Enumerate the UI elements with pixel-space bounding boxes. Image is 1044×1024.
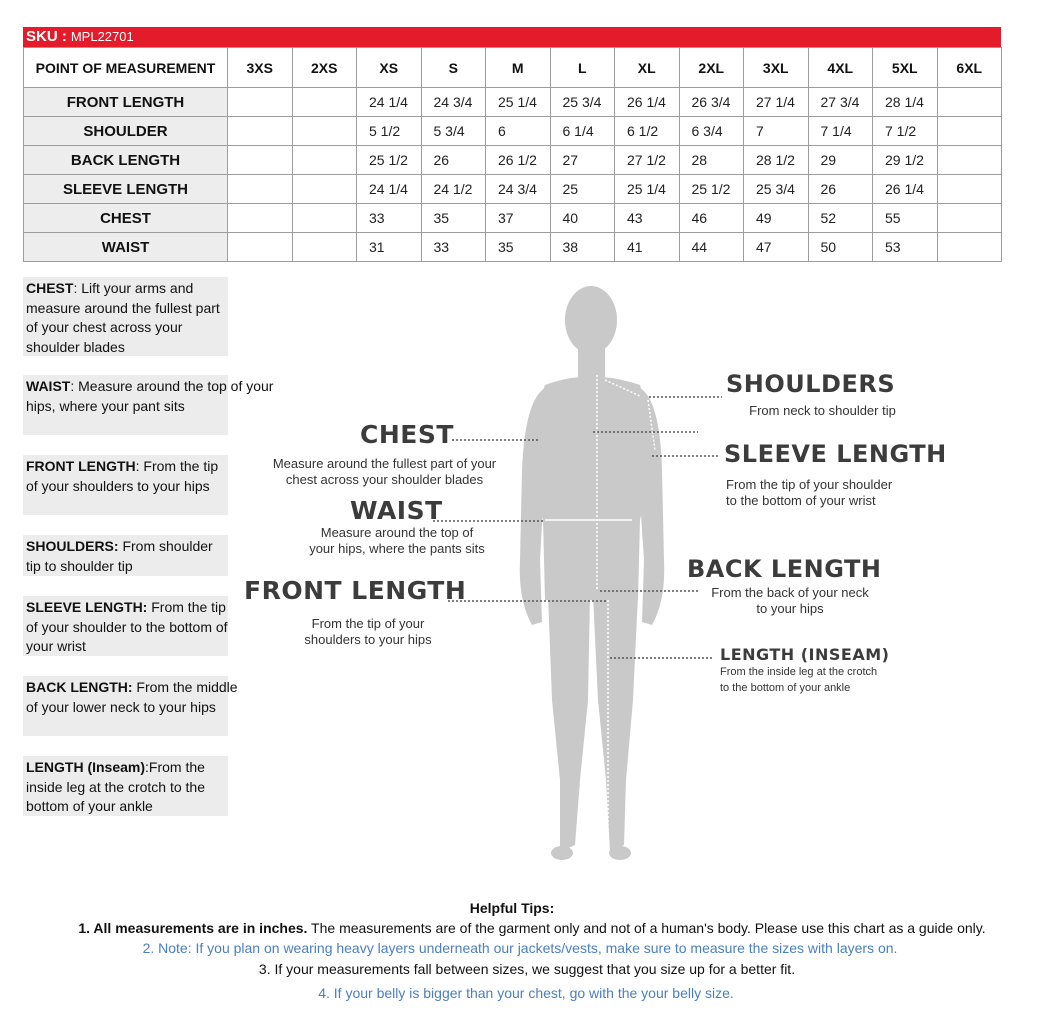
table-cell: 41 [615, 233, 680, 262]
label-waist: WAIST [350, 496, 443, 525]
table-cell: 47 [744, 233, 809, 262]
desc-waist [23, 375, 274, 435]
sub-chest [262, 456, 507, 488]
table-cell: 27 [550, 146, 615, 175]
header-size-6xl: 6XL [937, 48, 1002, 88]
table-cell: 46 [679, 204, 744, 233]
sub-chest-line2: chest across your shoulder blades [285, 472, 484, 487]
table-cell: 25 1/4 [486, 88, 551, 117]
table-cell: 24 1/4 [357, 175, 422, 204]
sub-waist [292, 525, 502, 557]
header-size-xs: XS [357, 48, 422, 88]
tip-3: 3. If your measurements fall between sizes, we suggest that you size up for a better fit. [258, 961, 796, 977]
header-size-l: L [550, 48, 615, 88]
tip-4: 4. If your belly is bigger than your chest, go with the your belly size. [318, 985, 734, 1001]
table-row [24, 233, 1002, 262]
table-cell: 6 1/2 [615, 117, 680, 146]
table-cell: 44 [679, 233, 744, 262]
header-size-m: M [486, 48, 551, 88]
table-cell: 6 3/4 [679, 117, 744, 146]
tips-heading: Helpful Tips: [469, 900, 555, 916]
table-cell [937, 233, 1002, 262]
table-cell: 26 1/4 [615, 88, 680, 117]
sub-inseam-line2: to the bottom of your ankle [720, 682, 851, 694]
label-sleeve-length: SLEEVE LENGTH [724, 440, 947, 468]
table-cell [937, 204, 1002, 233]
table-cell: 24 3/4 [486, 175, 551, 204]
header-point-of-measurement: POINT OF MEASUREMENT [24, 48, 228, 88]
table-cell: 26 [421, 146, 486, 175]
table-cell: 35 [421, 204, 486, 233]
table-cell: 37 [486, 204, 551, 233]
table-cell: 5 1/2 [357, 117, 422, 146]
desc-term: WAIST [26, 378, 71, 394]
table-cell: 28 1/4 [873, 88, 938, 117]
sub-waist-line2: your hips, where the pants sits [309, 541, 485, 556]
table-cell [937, 146, 1002, 175]
sub-sleeve-line1: From the tip of your shoulder [726, 477, 893, 492]
table-cell [292, 146, 357, 175]
table-cell: 26 3/4 [679, 88, 744, 117]
desc-text: : Measure around the top of your hips, where your pant sits [26, 378, 274, 414]
sub-front [270, 616, 466, 648]
table-cell: 28 [679, 146, 744, 175]
table-cell: 24 1/4 [357, 88, 422, 117]
table-header-row [24, 48, 1002, 88]
desc-term: LENGTH (Inseam) [26, 759, 146, 775]
label-inseam: LENGTH (INSEAM) [720, 645, 890, 664]
table-cell: 53 [873, 233, 938, 262]
table-cell [228, 204, 293, 233]
desc-text: : Lift your arms and measure around the fullest part of your chest across your shoulder blades [26, 280, 220, 355]
table-cell [292, 204, 357, 233]
row-label: BACK LENGTH [24, 146, 228, 175]
table-cell [292, 233, 357, 262]
table-cell: 25 3/4 [550, 88, 615, 117]
desc-term: BACK LENGTH: [26, 679, 133, 695]
sub-waist-line1: Measure around the top of [320, 525, 474, 540]
desc-text: From the tip of your shoulder to the bottom of your wrist [26, 599, 228, 654]
header-size-xl: XL [615, 48, 680, 88]
table-cell: 33 [357, 204, 422, 233]
table-row [24, 175, 1002, 204]
sub-inseam-line1: From the inside leg at the crotch [720, 666, 878, 678]
header-size-3xs: 3XS [228, 48, 293, 88]
table-cell: 6 1/4 [550, 117, 615, 146]
table-cell: 27 3/4 [808, 88, 873, 117]
sub-back [700, 585, 880, 617]
table-cell [292, 117, 357, 146]
label-chest: CHEST [360, 420, 454, 449]
table-cell: 40 [550, 204, 615, 233]
table-cell: 6 [486, 117, 551, 146]
table-cell: 28 1/2 [744, 146, 809, 175]
table-cell: 29 [808, 146, 873, 175]
desc-text: From the middle of your lower neck to your hips [26, 679, 238, 715]
label-shoulders: SHOULDERS [726, 370, 896, 398]
table-body [24, 88, 1002, 262]
tip-1 [20, 920, 1044, 936]
sub-back-line2: to your hips [756, 601, 824, 616]
table-cell [292, 88, 357, 117]
sub-front-line1: From the tip of your [311, 616, 425, 631]
sub-sleeve [716, 477, 914, 509]
sub-inseam [720, 664, 920, 696]
table-cell: 49 [744, 204, 809, 233]
desc-shoulders [23, 535, 228, 576]
table-cell: 7 1/4 [808, 117, 873, 146]
sku-value: MPL22701 [70, 29, 134, 44]
desc-back-length [23, 676, 238, 736]
table-cell: 26 1/4 [873, 175, 938, 204]
table-row [24, 88, 1002, 117]
table-cell: 26 [808, 175, 873, 204]
table-cell: 35 [486, 233, 551, 262]
table-cell: 5 3/4 [421, 117, 486, 146]
table-cell: 38 [550, 233, 615, 262]
header-size-4xl: 4XL [808, 48, 873, 88]
row-label: SLEEVE LENGTH [24, 175, 228, 204]
sku-bar [23, 27, 1001, 47]
table-cell [292, 175, 357, 204]
table-cell: 7 [744, 117, 809, 146]
tip-1-rest: The measurements are of the garment only and not of a human's body. Please use this chart as a guide only. [307, 920, 986, 936]
table-cell [937, 88, 1002, 117]
desc-term: FRONT LENGTH [26, 458, 136, 474]
header-size-3xl: 3XL [744, 48, 809, 88]
table-cell: 50 [808, 233, 873, 262]
table-row [24, 146, 1002, 175]
desc-chest [23, 277, 228, 356]
desc-term: SLEEVE LENGTH: [26, 599, 148, 615]
table-cell: 25 3/4 [744, 175, 809, 204]
table-cell [937, 175, 1002, 204]
header-size-s: S [421, 48, 486, 88]
sub-chest-line1: Measure around the fullest part of your [272, 456, 497, 471]
desc-text: : From the tip of your shoulders to your hips [26, 458, 219, 494]
table-cell: 52 [808, 204, 873, 233]
table-cell [228, 175, 293, 204]
tip-2: 2. Note: If you plan on wearing heavy layers underneath our jackets/vests, make sure to measure the sizes with layers on. [142, 940, 898, 956]
desc-inseam [23, 756, 228, 816]
desc-sleeve-length [23, 596, 228, 656]
table-cell: 25 [550, 175, 615, 204]
tip-1-bold: 1. All measurements are in inches. [78, 920, 308, 936]
sub-sleeve-line2: to the bottom of your wrist [726, 493, 876, 508]
table-cell: 25 1/4 [615, 175, 680, 204]
header-size-2xl: 2XL [679, 48, 744, 88]
row-label: CHEST [24, 204, 228, 233]
sub-back-line1: From the back of your neck [711, 585, 869, 600]
desc-front-length [23, 455, 228, 515]
table-cell [228, 117, 293, 146]
table-cell: 7 1/2 [873, 117, 938, 146]
table-cell: 26 1/2 [486, 146, 551, 175]
table-cell: 33 [421, 233, 486, 262]
table-cell: 29 1/2 [873, 146, 938, 175]
table-cell: 24 1/2 [421, 175, 486, 204]
row-label: WAIST [24, 233, 228, 262]
size-chart-table [23, 47, 1002, 262]
table-cell: 27 1/2 [615, 146, 680, 175]
table-cell [937, 117, 1002, 146]
row-label: FRONT LENGTH [24, 88, 228, 117]
table-cell: 55 [873, 204, 938, 233]
silhouette-shape [520, 286, 665, 860]
table-cell: 31 [357, 233, 422, 262]
header-size-2xs: 2XS [292, 48, 357, 88]
table-cell: 25 1/2 [679, 175, 744, 204]
desc-text: From shoulder tip to shoulder tip [26, 538, 213, 574]
desc-term: SHOULDERS: [26, 538, 119, 554]
table-row [24, 204, 1002, 233]
header-size-5xl: 5XL [873, 48, 938, 88]
table-cell [228, 146, 293, 175]
desc-term: CHEST [26, 280, 74, 296]
row-label: SHOULDER [24, 117, 228, 146]
sku-label: SKU : [26, 28, 67, 45]
label-back-length: BACK LENGTH [687, 555, 882, 583]
table-cell: 27 1/4 [744, 88, 809, 117]
table-cell: 25 1/2 [357, 146, 422, 175]
table-cell: 24 3/4 [421, 88, 486, 117]
desc-text: :From the inside leg at the crotch to the bottom of your ankle [26, 759, 205, 814]
table-cell [228, 233, 293, 262]
sub-shoulders: From neck to shoulder tip [749, 403, 896, 418]
table-cell: 43 [615, 204, 680, 233]
table-row [24, 117, 1002, 146]
label-front-length: FRONT LENGTH [244, 576, 467, 605]
table-cell [228, 88, 293, 117]
sub-front-line2: shoulders to your hips [304, 632, 432, 647]
